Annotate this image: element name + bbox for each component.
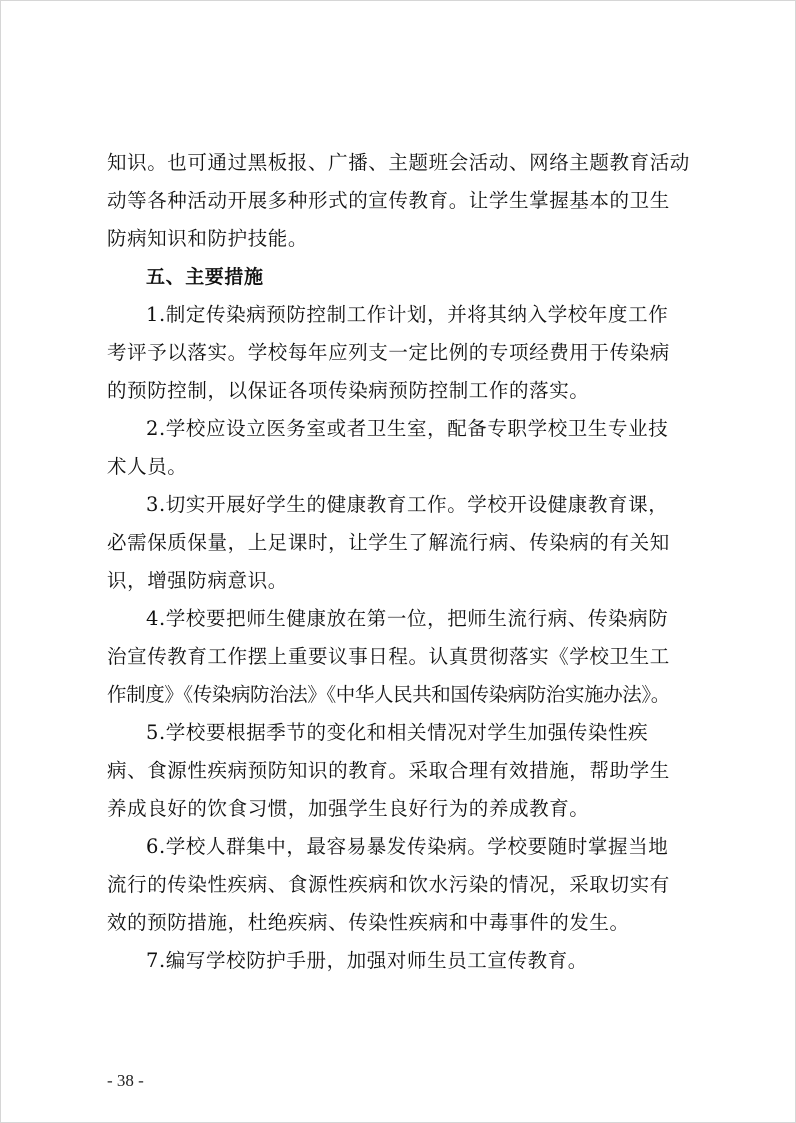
text-line: 术人员。 <box>107 455 188 478</box>
text-line: 流行的传染性疾病、食源性疾病和饮水污染的情况，采取切实有 <box>107 873 670 896</box>
text-line: 1.制定传染病预防控制工作计划，并将其纳入学校年度工作 <box>146 303 669 326</box>
text-line: 防病知识和防护技能。 <box>107 227 309 250</box>
body-text <box>107 144 693 980</box>
text-line: 作制度》《传染病防治法》《中华人民共和国传染病防治实施办法》。 <box>107 683 670 706</box>
text-line: 动等各种活动开展多种形式的宣传教育。让学生掌握基本的卫生 <box>107 189 670 212</box>
text-line: 5.学校要根据季节的变化和相关情况对学生加强传染性疾 <box>146 721 649 744</box>
text-line: 效的预防措施，杜绝疾病、传染性疾病和中毒事件的发生。 <box>107 911 630 934</box>
text-line: 的预防控制，以保证各项传染病预防控制工作的落实。 <box>107 379 590 402</box>
text-line: 考评予以落实。学校每年应列支一定比例的专项经费用于传染病 <box>107 341 670 364</box>
section-heading: 五、主要措施 <box>146 266 264 288</box>
text-line: 养成良好的饮食习惯，加强学生良好行为的养成教育。 <box>107 797 590 820</box>
text-line: 6.学校人群集中，最容易暴发传染病。学校要随时掌握当地 <box>146 835 669 858</box>
text-line: 3.切实开展好学生的健康教育工作。学校开设健康教育课， <box>146 493 669 516</box>
text-line: 知识。也可通过黑板报、广播、主题班会活动、网络主题教育活动 <box>107 151 690 174</box>
text-line: 治宣传教育工作摆上重要议事日程。认真贯彻落实《学校卫生工 <box>107 645 670 668</box>
text-line: 病、食源性疾病预防知识的教育。采取合理有效措施，帮助学生 <box>107 759 670 782</box>
text-line: 必需保质保量，上足课时，让学生了解流行病、传染病的有关知 <box>107 531 670 554</box>
text-line: 4.学校要把师生健康放在第一位，把师生流行病、传染病防 <box>146 607 669 630</box>
text-line: 2.学校应设立医务室或者卫生室，配备专职学校卫生专业技 <box>146 417 669 440</box>
page-number: - 38 - <box>107 1071 144 1090</box>
text-line: 识，增强防病意识。 <box>107 569 288 592</box>
text-line: 7.编写学校防护手册，加强对师生员工宣传教育。 <box>146 949 588 972</box>
